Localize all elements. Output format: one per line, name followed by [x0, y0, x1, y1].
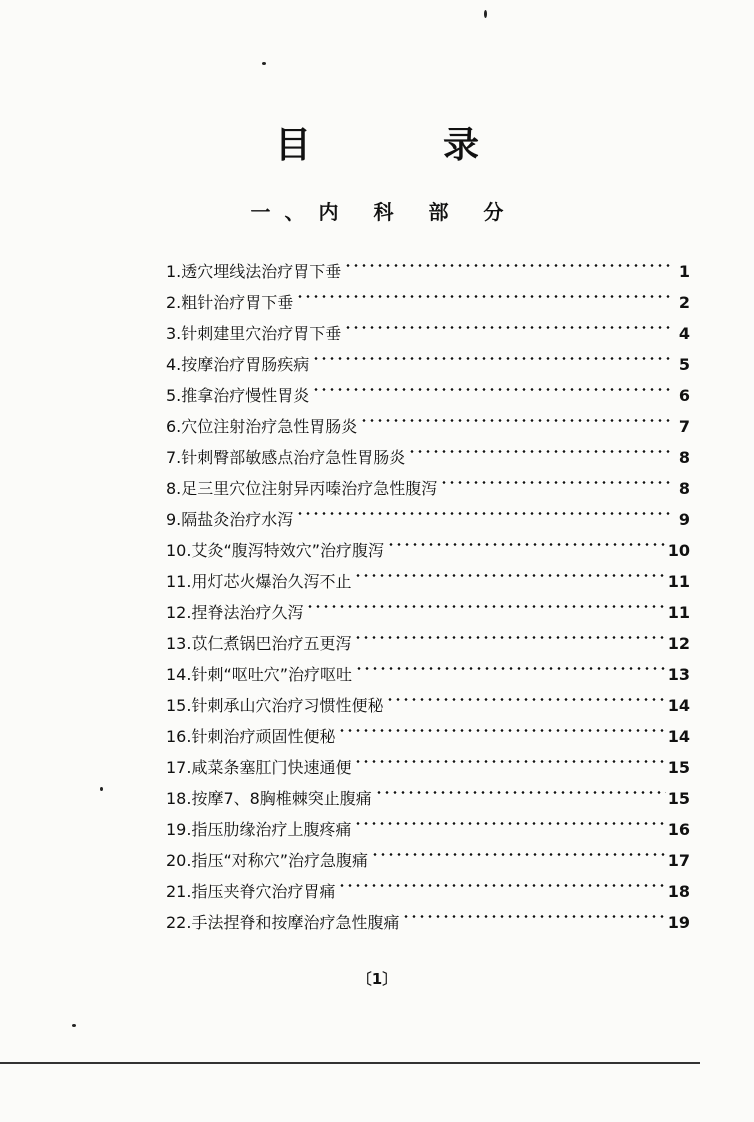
toc-leader-dots: [440, 463, 674, 494]
toc-entry-title: 3.针刺建里穴治疗胃下垂: [166, 324, 342, 343]
toc-leader-dots: [408, 432, 674, 463]
toc-entry-title: 21.指压夹脊穴治疗胃痛: [166, 882, 336, 901]
toc-entry-page: 15: [667, 789, 690, 808]
toc-leader-dots: [338, 866, 665, 897]
toc-entry-page: 12: [667, 634, 690, 653]
toc-leader-dots: [355, 649, 666, 680]
toc-leader-dots: [306, 587, 665, 618]
toc-entry-title: 10.艾灸“腹泻特效穴”治疗腹泻: [166, 541, 385, 560]
toc-entry-page: 2: [678, 293, 690, 312]
scan-speck: [484, 10, 487, 18]
toc-leader-dots: [296, 494, 674, 525]
toc-leader-dots: [375, 773, 666, 804]
toc-entry-title: 2.粗针治疗胃下垂: [166, 293, 294, 312]
toc-entry-title: 1.透穴埋线法治疗胃下垂: [166, 262, 342, 281]
toc-entry-title: 13.苡仁煮锅巴治疗五更泻: [166, 634, 352, 653]
toc-entry-page: 17: [667, 851, 690, 870]
toc-entry-title: 11.用灯芯火爆治久泻不止: [166, 572, 352, 591]
toc-entry-title: 4.按摩治疗胃肠疾病: [166, 355, 310, 374]
toc-entry-page: 7: [678, 417, 690, 436]
toc-entry-title: 8.足三里穴位注射异丙嗪治疗急性腹泻: [166, 479, 438, 498]
toc-entry-page: 9: [678, 510, 690, 529]
toc-entry-title: 20.指压“对称穴”治疗急腹痛: [166, 851, 369, 870]
scan-speck: [100, 787, 103, 791]
toc-entry-page: 16: [667, 820, 690, 839]
toc-leader-dots: [354, 804, 665, 835]
toc-entry-page: 13: [667, 665, 690, 684]
toc-entry-page: 15: [667, 758, 690, 777]
toc-leader-dots: [371, 835, 666, 866]
toc-leader-dots: [360, 401, 674, 432]
toc-entry-title: 12.捏脊法治疗久泻: [166, 603, 304, 622]
toc-entry-title: 14.针刺“呕吐穴”治疗呕吐: [166, 665, 353, 684]
toc-leader-dots: [387, 525, 666, 556]
toc-leader-dots: [354, 742, 665, 773]
toc-entry-page: 18: [667, 882, 690, 901]
toc-entry-title: 6.穴位注射治疗急性胃肠炎: [166, 417, 358, 436]
toc-entry-title: 7.针刺臀部敏感点治疗急性胃肠炎: [166, 448, 406, 467]
toc-entry-title: 15.针刺承山穴治疗习惯性便秘: [166, 696, 384, 715]
toc-entry-page: 8: [678, 479, 690, 498]
scan-speck: [72, 1024, 76, 1027]
toc-leader-dots: [344, 308, 674, 339]
toc-leader-dots: [312, 339, 674, 370]
toc-entry-page: 19: [667, 913, 690, 932]
toc-entry-page: 8: [678, 448, 690, 467]
toc-leader-dots: [312, 370, 674, 401]
page-number-footer: 〔1〕: [356, 970, 398, 988]
toc-entry-title: 16.针刺治疗顽固性便秘: [166, 727, 336, 746]
toc-entry-page: 4: [678, 324, 690, 343]
page-title: 目 录: [274, 125, 527, 166]
toc-entry-title: 22.手法捏脊和按摩治疗急性腹痛: [166, 913, 400, 932]
toc-entry-title: 5.推拿治疗慢性胃炎: [166, 386, 310, 405]
toc-entry-page: 6: [678, 386, 690, 405]
toc-entry-title: 19.指压肋缘治疗上腹疼痛: [166, 820, 352, 839]
toc-entry-page: 11: [667, 572, 690, 591]
toc-entry-page: 11: [667, 603, 690, 622]
bottom-scan-rule: [0, 1062, 700, 1064]
toc-leader-dots: [354, 556, 665, 587]
toc-leader-dots: [354, 618, 665, 649]
toc-leader-dots: [338, 711, 665, 742]
toc-leader-dots: [402, 897, 665, 928]
section-title: 一、内 科 部 分: [250, 200, 518, 224]
toc-list: [166, 246, 690, 932]
toc-entry[interactable]: [166, 246, 690, 281]
toc-leader-dots: [344, 246, 674, 277]
scan-speck: [262, 62, 266, 65]
toc-entry-title: 9.隔盐灸治疗水泻: [166, 510, 294, 529]
toc-leader-dots: [386, 680, 665, 711]
toc-entry-page: 1: [678, 262, 690, 281]
toc-entry-page: 14: [667, 696, 690, 715]
toc-entry-title: 18.按摩7、8胸椎棘突止腹痛: [166, 789, 372, 808]
toc-entry-page: 10: [667, 541, 690, 560]
toc-entry-page: 14: [667, 727, 690, 746]
toc-entry-title: 17.咸菜条塞肛门快速通便: [166, 758, 352, 777]
toc-entry-page: 5: [678, 355, 690, 374]
toc-leader-dots: [296, 277, 674, 308]
